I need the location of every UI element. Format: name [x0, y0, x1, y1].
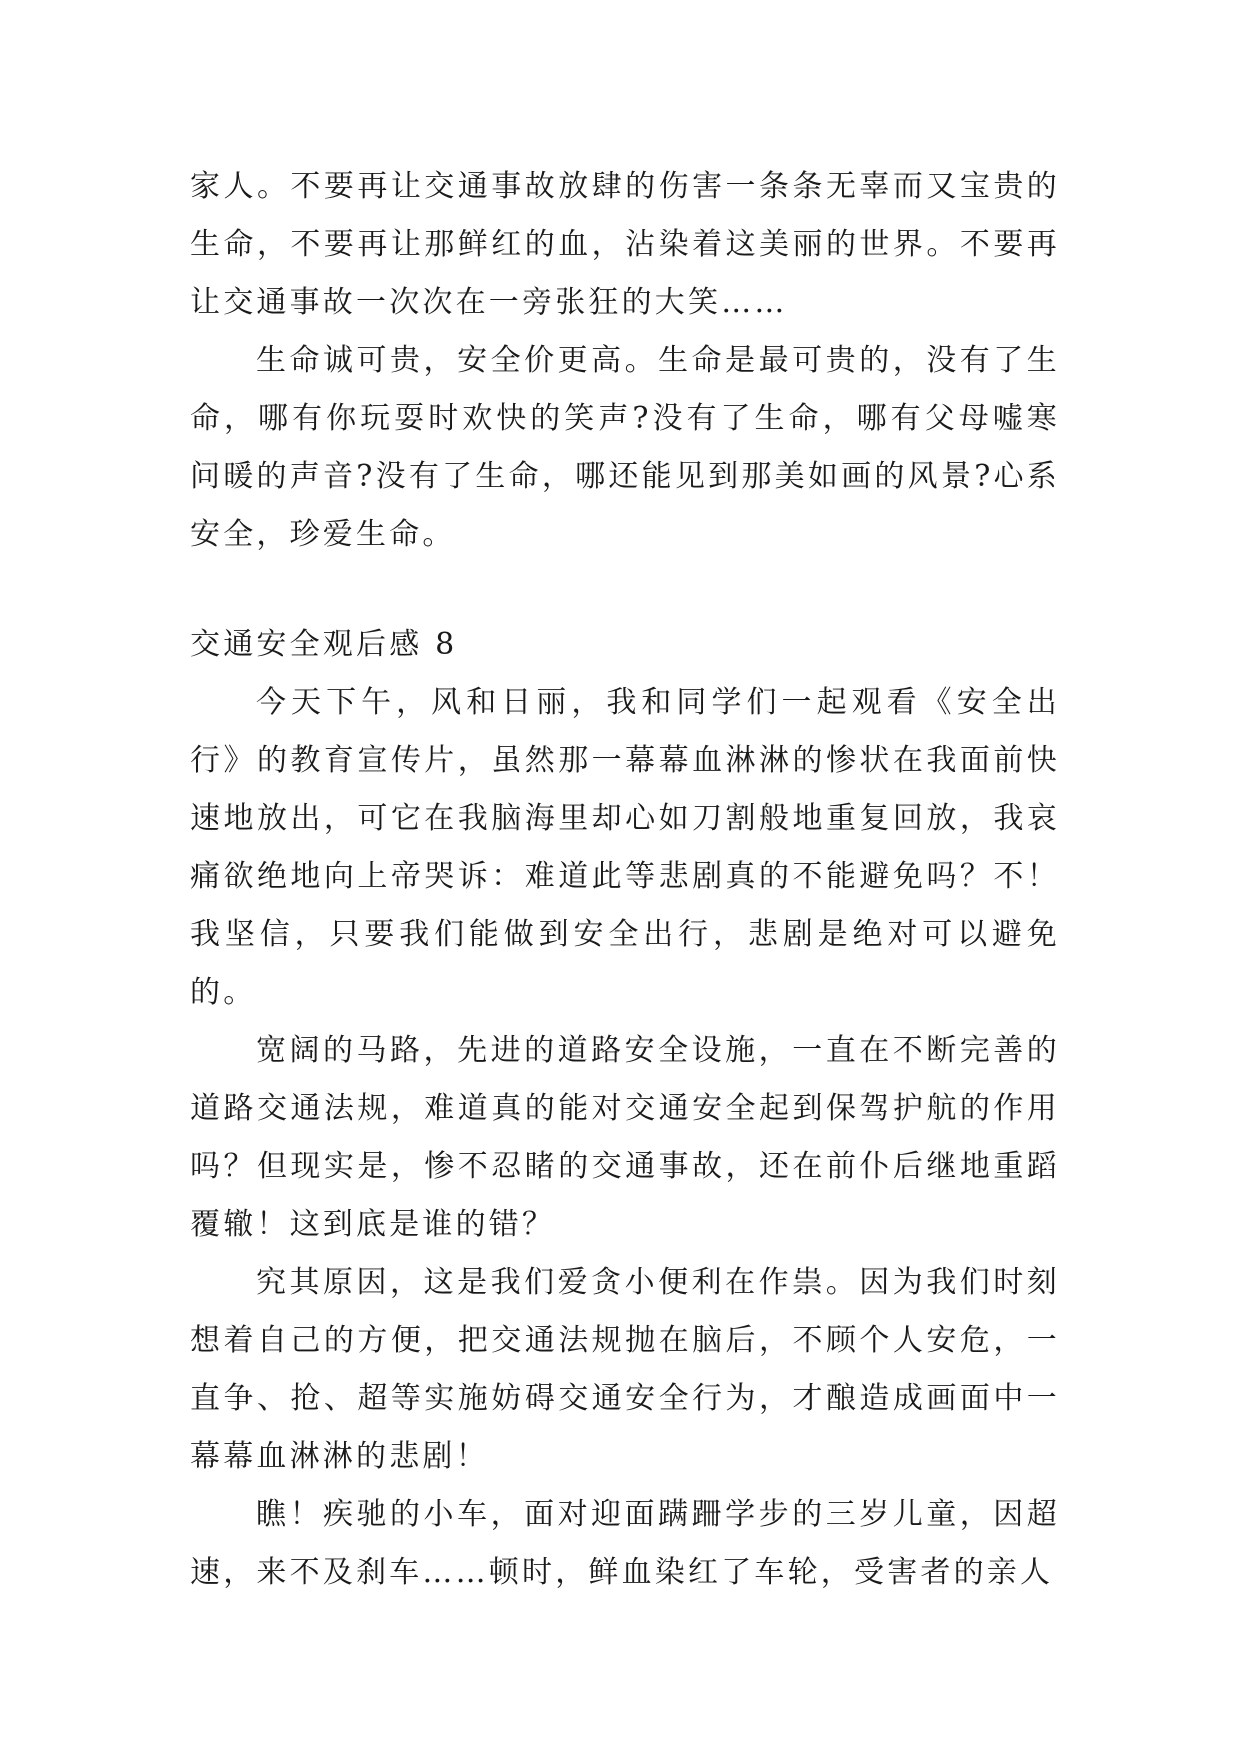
section-title: 交通安全观后感 8: [190, 627, 458, 662]
paragraph-life-precious: 生命诚可贵，安全价更高。生命是最可贵的，没有了生命，哪有你玩耍时欢快的笑声?没有了生命，哪有父母嘘寒问暖的声音?没有了生命，哪还能见到那美如画的风景?心系安全，珍爱生命。: [190, 343, 1060, 552]
paragraph-root-cause: 究其原因，这是我们爱贪小便利在作祟。因为我们时刻想着自己的方便，把交通法规抛在脑后，不顾个人安危，一直争、抢、超等实施妨碍交通安全行为，才酿造成画面中一幕幕血淋淋的悲剧！: [190, 1265, 1060, 1474]
paragraph-road-facilities: 宽阔的马路，先进的道路安全设施，一直在不断完善的道路交通法规，难道真的能对交通安全起到保驾护航的作用吗？但现实是，惨不忍睹的交通事故，还在前仆后继地重蹈覆辙！这到底是谁的错？: [190, 1033, 1060, 1242]
paragraph-continuation: 家人。不要再让交通事故放肆的伤害一条条无辜而又宝贵的生命，不要再让那鲜红的血，沾染着这美丽的世界。不要再让交通事故一次次在一旁张狂的大笑……: [190, 169, 1060, 320]
paragraph-speeding-car: 瞧！疾驰的小车，面对迎面蹒跚学步的三岁儿童，因超速，来不及刹车……顿时，鲜血染红了车轮，受害者的亲人: [190, 1497, 1060, 1590]
document-body: [190, 158, 1060, 1602]
paragraph-safety-film: 今天下午，风和日丽，我和同学们一起观看《安全出行》的教育宣传片，虽然那一幕幕血淋淋的惨状在我面前快速地放出，可它在我脑海里却心如刀割般地重复回放，我哀痛欲绝地向上帝哭诉：难道此等悲剧真的不能避免吗？不！我坚信，只要我们能做到安全出行，悲剧是绝对可以避免的。: [190, 685, 1060, 1010]
